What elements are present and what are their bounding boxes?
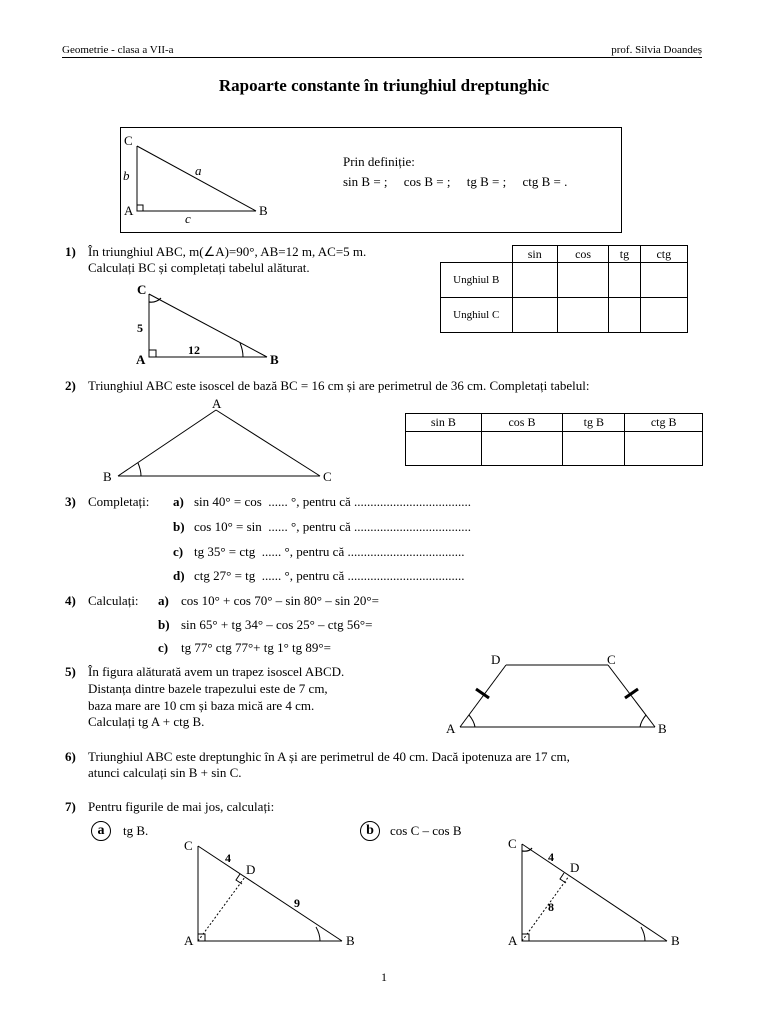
- p3-item-text: ctg 27° = tg ...... °, pentru că ....................................: [194, 568, 465, 583]
- p1-label-B: B: [270, 352, 279, 367]
- p7a-task: tg B.: [123, 823, 149, 838]
- p1-number: 1): [65, 244, 76, 259]
- p3-item-text: cos 10° = sin ...... °, pentru că ....................................: [194, 519, 471, 534]
- p4-item-label: b): [158, 617, 170, 632]
- p1-row-label: Unghiul B: [441, 263, 513, 298]
- p7b-label-D: D: [570, 860, 580, 875]
- p7b-label-C: C: [508, 836, 517, 851]
- p7a-label-B: B: [346, 933, 355, 948]
- p5-line: Calculați tg A + ctg B.: [88, 714, 205, 729]
- p3-intro: Completați:: [88, 494, 150, 509]
- p3-item-label: b): [173, 519, 185, 534]
- def-label-B: B: [259, 203, 268, 218]
- p1-th-ctg: ctg: [640, 246, 687, 263]
- p2-text: Triunghiul ABC este isoscel de bază BC = 16 cm și are perimetrul de 36 cm. Completați tabelul:: [88, 378, 590, 393]
- p2-th-tgB: tg B: [563, 414, 625, 432]
- p5-line: baza mare are 10 cm și baza mică are 4 cm.: [88, 698, 315, 713]
- p2-label-B: B: [103, 469, 112, 484]
- p3-item-text: tg 35° = ctg ...... °, pentru că ....................................: [194, 544, 465, 559]
- p2-th-sinB: sin B: [406, 414, 482, 432]
- def-label-C: C: [124, 133, 133, 148]
- p1-line2: Calculați BC și completați tabelul alăturat.: [88, 260, 310, 275]
- definition-formulas: sin B = ; cos B = ; tg B = ; ctg B = .: [343, 174, 568, 189]
- page-title: Rapoarte constante în triunghiul dreptunghic: [218, 76, 550, 95]
- p7b-badge: b: [360, 821, 380, 841]
- def-label-A: A: [124, 203, 134, 218]
- p3-item-label: a): [173, 494, 184, 509]
- p4-intro: Calculați:: [88, 593, 139, 608]
- p6-line2: atunci calculați sin B + sin C.: [88, 765, 242, 780]
- p1-th-sin: sin: [512, 246, 557, 263]
- p7b-label-B: B: [671, 933, 680, 948]
- p5-label-A: A: [446, 721, 456, 736]
- p5-line: În figura alăturată avem un trapez isoscel ABCD.: [88, 664, 345, 679]
- p5-line: Distanța dintre bazele trapezului este de 7 cm,: [88, 681, 328, 696]
- p7-number: 7): [65, 799, 76, 814]
- p7b-task: cos C – cos B: [390, 823, 462, 838]
- p2-number: 2): [65, 378, 76, 393]
- p4-item-text: sin 65° + tg 34° – cos 25° – ctg 56°=: [181, 617, 373, 632]
- p6-line1: Triunghiul ABC este dreptunghic în A și are perimetrul de 40 cm. Dacă ipotenuza are 17 cm,: [88, 749, 570, 764]
- p3-item-text: sin 40° = cos ...... °, pentru că ....................................: [194, 494, 471, 509]
- definition-heading: Prin definiție:: [343, 154, 415, 169]
- p1-label-A: A: [136, 352, 146, 367]
- p2-th-cosB: cos B: [481, 414, 563, 432]
- p5-label-C: C: [607, 652, 616, 667]
- p7a-side-cd: 4: [225, 851, 231, 865]
- p4-item-text: cos 10° + cos 70° – sin 80° – sin 20°=: [181, 593, 379, 608]
- p1-label-C: C: [137, 282, 147, 297]
- def-label-b: b: [123, 168, 130, 183]
- p2-label-C: C: [323, 469, 332, 484]
- p7a-side-db: 9: [294, 896, 300, 910]
- p4-item-label: c): [158, 640, 169, 655]
- p7b-side-cd: 4: [548, 850, 554, 864]
- p1-line1: În triunghiul ABC, m(∠A)=90°, AB=12 m, AC=5 m.: [88, 244, 367, 259]
- p5-label-D: D: [491, 652, 501, 667]
- p4-number: 4): [65, 593, 76, 608]
- p3-item-label: d): [173, 568, 185, 583]
- page-number: 1: [381, 970, 387, 984]
- def-label-c: c: [185, 211, 191, 226]
- p1-row-label: Unghiul C: [441, 298, 513, 333]
- p7a-label-A: A: [184, 933, 194, 948]
- header-left: Geometrie - clasa a VII-a: [62, 44, 174, 56]
- p7b-side-ad: 8: [548, 900, 554, 914]
- p7b-label-A: A: [508, 933, 518, 948]
- p1-side-ab: 12: [188, 343, 200, 357]
- p5-number: 5): [65, 664, 76, 679]
- p2-th-ctgB: ctg B: [625, 414, 703, 432]
- p1-side-ac: 5: [137, 321, 143, 335]
- p3-item-label: c): [173, 544, 184, 559]
- p7a-label-D: D: [246, 862, 256, 877]
- p4-item-text: tg 77° ctg 77°+ tg 1° tg 89°=: [181, 640, 331, 655]
- p6-number: 6): [65, 749, 76, 764]
- p7-intro: Pentru figurile de mai jos, calculați:: [88, 799, 275, 814]
- p7a-label-C: C: [184, 838, 193, 853]
- p1-th-cos: cos: [557, 246, 608, 263]
- p4-item-label: a): [158, 593, 169, 608]
- header-right: prof. Silvia Doandeș: [611, 44, 702, 56]
- p7a-badge: a: [91, 821, 111, 841]
- p2-label-A: A: [212, 396, 222, 411]
- p1-th-tg: tg: [609, 246, 640, 263]
- p3-number: 3): [65, 494, 76, 509]
- p5-label-B: B: [658, 721, 667, 736]
- def-label-a: a: [195, 163, 202, 178]
